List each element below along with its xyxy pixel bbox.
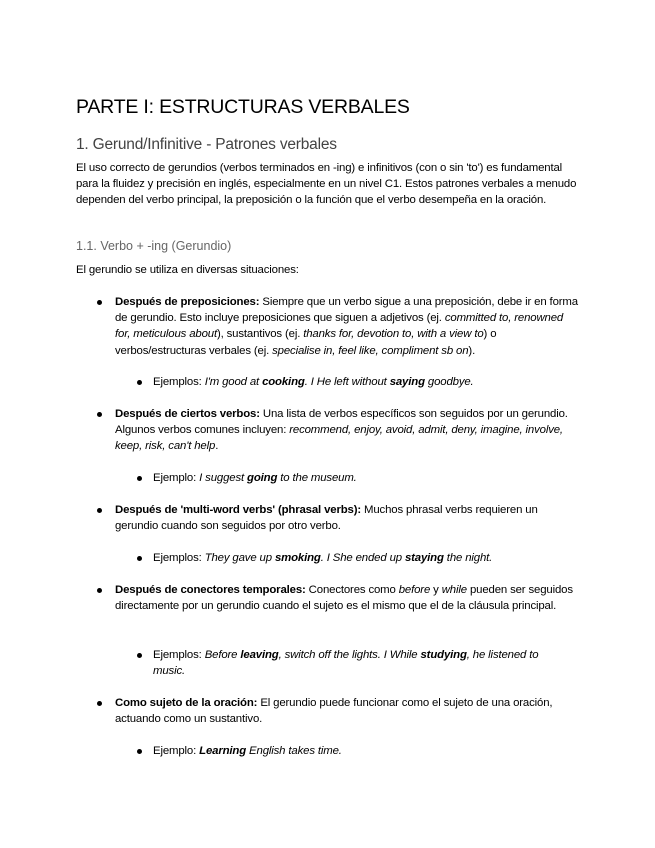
example-italic: They gave up (204, 552, 275, 564)
example-item (153, 470, 573, 486)
example-bold: Learning (199, 745, 247, 757)
subsection-heading: 1.1. Verbo + -ing (Gerundio) (76, 239, 232, 253)
list-item-term: Como sujeto de la oración: (115, 697, 258, 709)
list-item-term: Después de preposiciones: (115, 296, 260, 308)
example-italic: . I She ended up (320, 552, 405, 564)
bullet-icon (97, 508, 102, 513)
list-item-italic: recommend, enjoy, avoid, admit, deny, imagine, involve, keep, risk, can't help (115, 424, 563, 453)
page-title: PARTE I: ESTRUCTURAS VERBALES (76, 96, 410, 118)
list-item-italic: committed to, renowned for, meticulous about (115, 312, 564, 341)
example-italic: , switch off the lights. I While (278, 649, 421, 661)
list-item-preposiciones (115, 294, 580, 359)
bullet-icon (137, 380, 142, 385)
example-bold: staying (404, 552, 444, 564)
example-item (153, 550, 573, 566)
list-item-text: Siempre que un verbo sigue a una preposición, debe ir en forma de gerundio. Esto incluye preposiciones que siguen a adjetivos (ej. (115, 296, 578, 325)
example-bold: going (247, 472, 278, 484)
bullet-icon (137, 749, 142, 754)
list-item-text: ) o verbos/estructuras verbales (ej. (115, 328, 497, 357)
lead-text: El gerundio se utiliza en diversas situaciones: (76, 264, 299, 276)
list-item-term: Después de 'multi-word verbs' (phrasal verbs): (115, 504, 362, 516)
example-italic: goodbye. (424, 376, 474, 388)
example-bold: saying (389, 376, 425, 388)
example-label: Ejemplos: (153, 376, 205, 388)
list-item-text: ). (468, 344, 476, 357)
example-item (153, 743, 573, 759)
list-item-sujeto (115, 695, 580, 727)
bullet-icon (137, 556, 142, 561)
example-label: Ejemplos: (153, 649, 205, 661)
example-italic: . I He left without (304, 376, 390, 388)
example-label: Ejemplos: (153, 552, 205, 564)
list-item-text: El gerundio puede funcionar como el sujeto de una oración, actuando como un sustantivo. (115, 697, 553, 726)
list-item-conectores-temporales (115, 582, 580, 614)
list-item-italic: before (398, 584, 431, 596)
list-item-text: pueden ser seguidos directamente por un gerundio cuando el sujeto es el mismo que el de la cláusula principal. (115, 584, 573, 613)
example-label: Ejemplo: (153, 745, 200, 757)
example-italic: the night. (443, 552, 493, 564)
example-bold: smoking (274, 552, 321, 564)
list-item-italic: specialise in, feel like, compliment sb on (272, 344, 469, 357)
list-item-term: Después de ciertos verbos: (115, 408, 260, 420)
example-item (153, 647, 573, 679)
list-item-phrasal-verbs (115, 502, 580, 534)
bullet-icon (97, 300, 102, 305)
intro-paragraph: El uso correcto de gerundios (verbos terminados en -ing) e infinitivos (con o sin 'to') es fundamental para la fluidez y precisión en inglés, especialmente en un nivel C1. Estos patrones verbales a menudo dependen del verbo principal, la preposición o la función que el verbo desempeña en la oración. (76, 162, 577, 207)
example-bold: studying (420, 649, 467, 661)
list-item-text: . (215, 440, 219, 453)
example-italic: , he listened to music. (153, 649, 539, 678)
example-italic: to the museum. (277, 472, 357, 484)
example-bold: leaving (240, 649, 279, 661)
bullet-icon (137, 476, 142, 481)
list-item-italic: while (441, 584, 467, 596)
list-item-term: Después de conectores temporales: (115, 584, 306, 596)
example-italic: English takes time. (246, 745, 342, 757)
example-bold: cooking (262, 376, 305, 388)
list-item-text: Muchos phrasal verbs requieren un gerundio cuando son seguidos por otro verbo. (115, 504, 538, 533)
example-italic: I'm good at (204, 376, 263, 388)
example-label: Ejemplo: (153, 472, 200, 484)
bullet-icon (137, 653, 142, 658)
example-item (153, 374, 573, 390)
bullet-icon (97, 701, 102, 706)
list-item-text: y (430, 584, 442, 596)
list-item-text: ), sustantivos (ej. (216, 328, 304, 341)
list-item-ciertos-verbos (115, 406, 580, 455)
bullet-icon (97, 412, 102, 417)
section-heading: 1. Gerund/Infinitive - Patrones verbales (76, 136, 337, 153)
bullet-icon (97, 588, 102, 593)
list-item-text: Una lista de verbos específicos son seguidos por un gerundio. Algunos verbos comunes incluyen: (115, 408, 568, 437)
list-item-text: Conectores como (305, 584, 399, 596)
list-item-italic: thanks for, devotion to, with a view to (303, 328, 484, 341)
example-italic: Before (204, 649, 241, 661)
example-italic: I suggest (199, 472, 248, 484)
